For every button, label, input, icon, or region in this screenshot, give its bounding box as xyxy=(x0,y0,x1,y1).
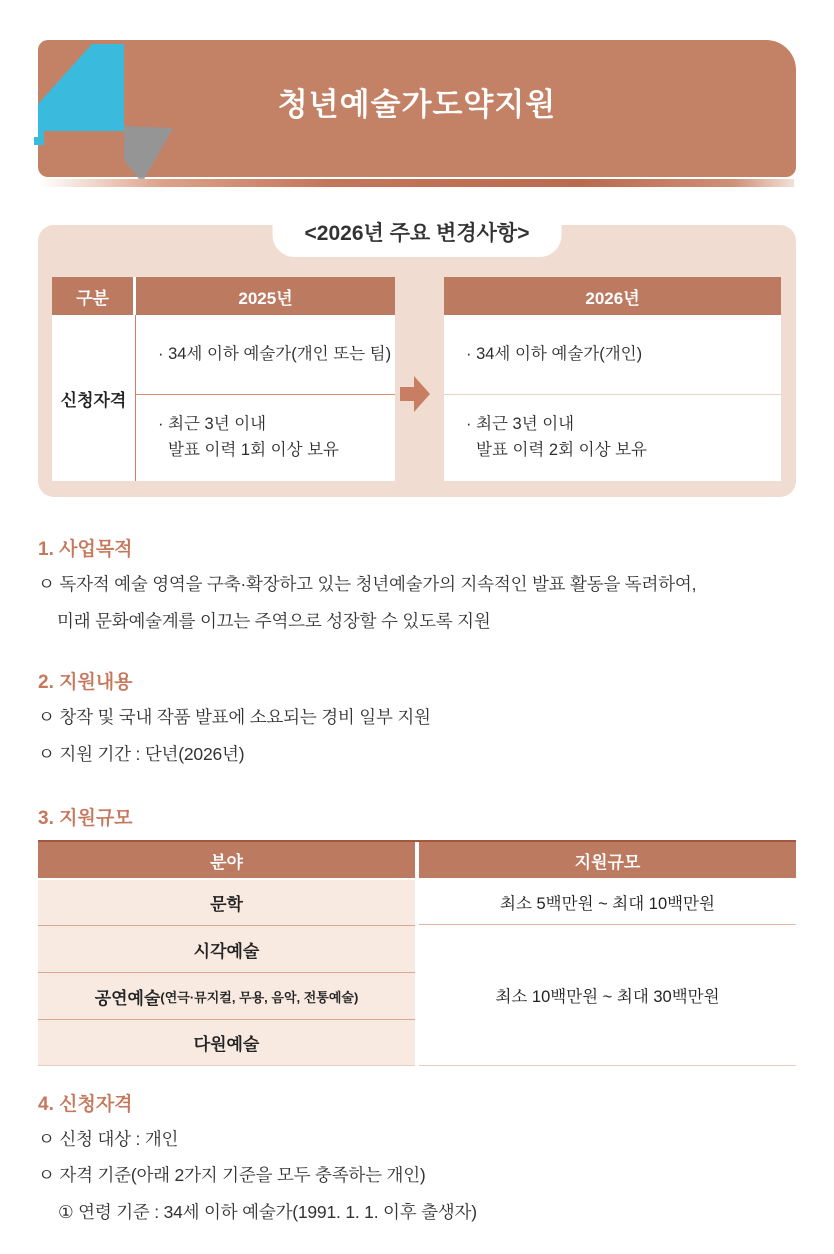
section-title-content: 2. 지원내용 xyxy=(38,672,133,693)
scale-table xyxy=(38,840,796,1066)
page-header xyxy=(38,40,796,177)
column-header-gubun: 구분 xyxy=(52,277,136,315)
column-header-2026: 2026년 xyxy=(444,277,781,315)
changes-table-2026 xyxy=(444,277,781,481)
page-title: 청년예술가도약지원 xyxy=(277,87,557,122)
section-title-scale: 3. 지원규모 xyxy=(38,808,133,829)
cell-2026-item1: · 34세 이하 예술가(개인) xyxy=(444,315,781,395)
changes-panel-title: <2026년 주요 변경사항> xyxy=(273,211,562,257)
scale-value-literature: 최소 5백만원 ~ 최대 10백만원 xyxy=(419,878,796,925)
cell-2026-item2: · 최근 3년 이내 발표 이력 2회 이상 보유 xyxy=(444,395,781,481)
scale-value-merged: 최소 10백만원 ~ 최대 30백만원 xyxy=(419,925,796,1066)
purpose-line-2: 미래 문화예술계를 이끄는 주역으로 성장할 수 있도록 지원 xyxy=(57,611,491,631)
scale-header-amount: 지원규모 xyxy=(419,842,796,878)
scale-row-visual-arts: 시각예술 xyxy=(38,925,415,972)
scale-header-field: 분야 xyxy=(38,842,415,878)
eligibility-bullet-1: ㅇ 신청 대상 : 개인 xyxy=(38,1129,179,1149)
content-bullet-1: ㅇ 창작 및 국내 작품 발표에 소요되는 경비 일부 지원 xyxy=(38,707,431,727)
cell-2025-item2: · 최근 3년 이내 발표 이력 1회 이상 보유 xyxy=(136,395,395,481)
changes-table-2025 xyxy=(52,277,395,481)
chapter-number-4-icon xyxy=(34,42,184,184)
cell-2025-item1: · 34세 이하 예술가(개인 또는 팀) xyxy=(136,315,395,395)
arrow-right-icon xyxy=(400,375,430,413)
changes-panel xyxy=(38,222,796,497)
eligibility-bullet-2: ㅇ 자격 기준(아래 2가지 기준을 모두 충족하는 개인) xyxy=(38,1165,426,1185)
header-divider xyxy=(40,179,794,187)
eligibility-sub-1: ① 연령 기준 : 34세 이하 예술가(1991. 1. 1. 이후 출생자) xyxy=(58,1202,477,1222)
scale-row-performing-arts: 공연예술 (연극·뮤지컬, 무용, 음악, 전통예술) xyxy=(38,972,415,1019)
purpose-line-1: ㅇ 독자적 예술 영역을 구축·확장하고 있는 청년예술가의 지속적인 발표 활동을 독려하여, xyxy=(38,574,697,594)
section-title-eligibility: 4. 신청자격 xyxy=(38,1094,133,1115)
scale-row-multidisciplinary: 다원예술 xyxy=(38,1019,415,1066)
scale-row-literature: 문학 xyxy=(38,878,415,925)
row-label-eligibility: 신청자격 xyxy=(52,315,136,481)
column-header-2025: 2025년 xyxy=(136,277,395,315)
section-title-purpose: 1. 사업목적 xyxy=(38,539,133,560)
content-bullet-2: ㅇ 지원 기간 : 단년(2026년) xyxy=(38,744,245,764)
